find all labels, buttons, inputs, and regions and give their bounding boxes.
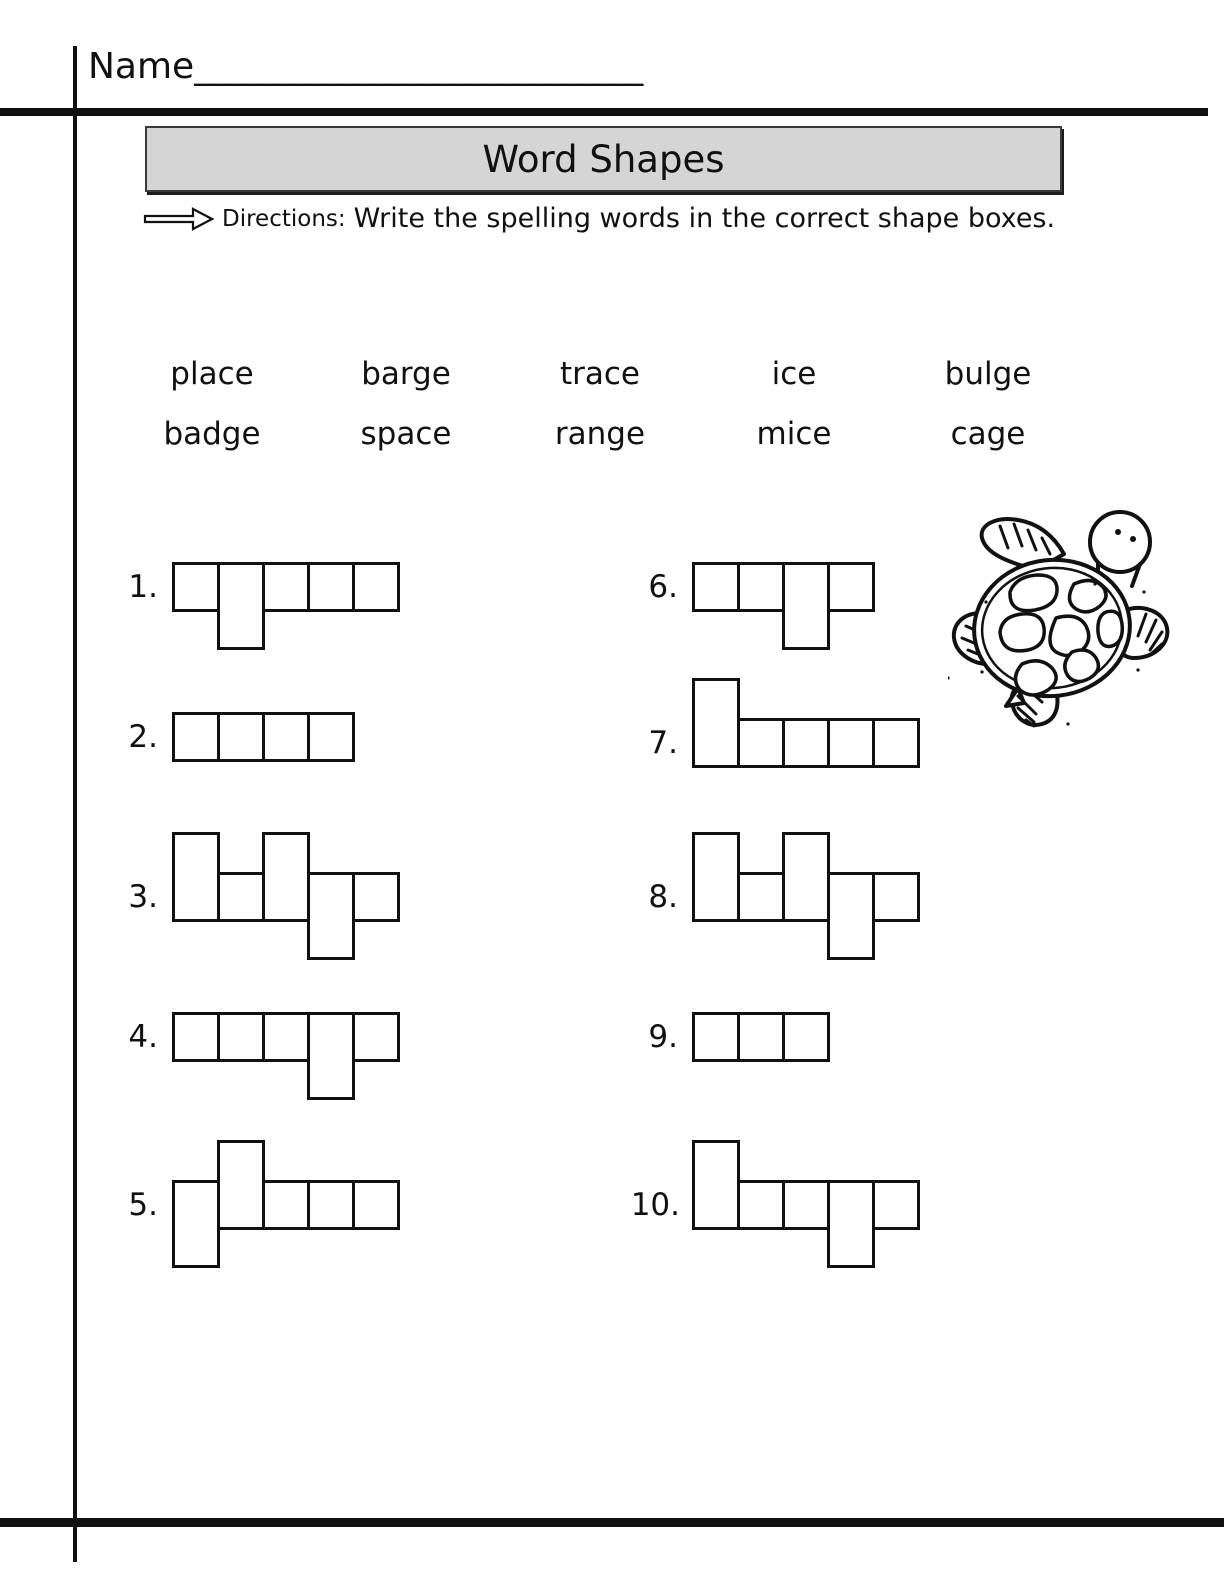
directions-row (142, 203, 1055, 234)
shape-cell[interactable] (782, 1180, 830, 1230)
shape-cell[interactable] (217, 712, 265, 762)
shape-cell[interactable] (872, 718, 920, 768)
shape-cell[interactable] (262, 832, 310, 922)
word-place: place (170, 356, 254, 392)
shape-cell[interactable] (172, 1180, 220, 1268)
directions-label: Directions: (222, 205, 346, 232)
shape-number: 10. (630, 1187, 680, 1223)
shape-cell[interactable] (872, 872, 920, 922)
shape-number: 2. (128, 719, 158, 755)
directions-text: Write the spelling words in the correct shape boxes. (353, 203, 1056, 234)
shape-cell[interactable] (737, 718, 785, 768)
word-barge: barge (361, 356, 451, 392)
shape-cell[interactable] (262, 1012, 310, 1062)
shape-cell[interactable] (307, 872, 355, 960)
shape-cell[interactable] (782, 1012, 830, 1062)
shape-cell[interactable] (217, 1140, 265, 1230)
shape-cell[interactable] (827, 562, 875, 612)
word-trace: trace (559, 356, 640, 392)
shape-number: 3. (128, 879, 158, 915)
title-box (145, 126, 1062, 192)
word-bank-row-1 (115, 356, 1085, 392)
bottom-rule-line (0, 1518, 1224, 1527)
shape-number: 6. (648, 569, 678, 605)
shape-cell[interactable] (872, 1180, 920, 1230)
word-space: space (360, 416, 452, 452)
shape-cell[interactable] (692, 1140, 740, 1230)
shape-cell[interactable] (307, 1180, 355, 1230)
shape-cell[interactable] (307, 562, 355, 612)
shape-cell[interactable] (217, 562, 265, 650)
shape-cell[interactable] (737, 1180, 785, 1230)
name-row (88, 46, 642, 87)
shape-cell[interactable] (172, 562, 220, 612)
top-rule-line (0, 108, 1208, 116)
word-badge: badge (163, 416, 261, 452)
shape-cell[interactable] (172, 712, 220, 762)
right-arrow-icon (142, 206, 214, 232)
name-label: Name (88, 46, 195, 87)
shape-cell[interactable] (782, 562, 830, 650)
shape-cell[interactable] (352, 1180, 400, 1230)
left-margin-line (73, 46, 77, 1562)
page-title: Word Shapes (482, 137, 725, 181)
shape-number: 9. (648, 1019, 678, 1055)
shape-cell[interactable] (692, 562, 740, 612)
shape-cell[interactable] (172, 832, 220, 922)
shape-cell[interactable] (737, 1012, 785, 1062)
shape-cell[interactable] (262, 712, 310, 762)
shape-cell[interactable] (827, 718, 875, 768)
shape-number: 8. (648, 879, 678, 915)
shape-cell[interactable] (307, 712, 355, 762)
word-mice: mice (756, 416, 832, 452)
shape-cell[interactable] (692, 678, 740, 768)
shape-cell[interactable] (782, 832, 830, 922)
shape-cell[interactable] (352, 562, 400, 612)
turtle-icon (948, 492, 1173, 730)
word-bulge: bulge (944, 356, 1032, 392)
shape-cell[interactable] (737, 872, 785, 922)
shape-cell[interactable] (692, 832, 740, 922)
shape-cell[interactable] (827, 872, 875, 960)
shape-cell[interactable] (352, 1012, 400, 1062)
word-range: range (554, 416, 646, 452)
word-bank-row-2 (115, 416, 1085, 452)
shape-cell[interactable] (782, 718, 830, 768)
shape-cell[interactable] (262, 1180, 310, 1230)
shape-cell[interactable] (307, 1012, 355, 1100)
shape-cell[interactable] (737, 562, 785, 612)
shape-cell[interactable] (262, 562, 310, 612)
word-ice: ice (771, 356, 817, 392)
name-blank-line[interactable]: ____________________________ (194, 47, 643, 87)
shape-number: 1. (128, 569, 158, 605)
shape-cell[interactable] (217, 872, 265, 922)
shape-cell[interactable] (692, 1012, 740, 1062)
shape-number: 4. (128, 1019, 158, 1055)
shape-number: 7. (648, 725, 678, 761)
shape-cell[interactable] (172, 1012, 220, 1062)
shape-cell[interactable] (352, 872, 400, 922)
shape-number: 5. (128, 1187, 158, 1223)
shape-cell[interactable] (827, 1180, 875, 1268)
word-cage: cage (950, 416, 1026, 452)
shape-cell[interactable] (217, 1012, 265, 1062)
